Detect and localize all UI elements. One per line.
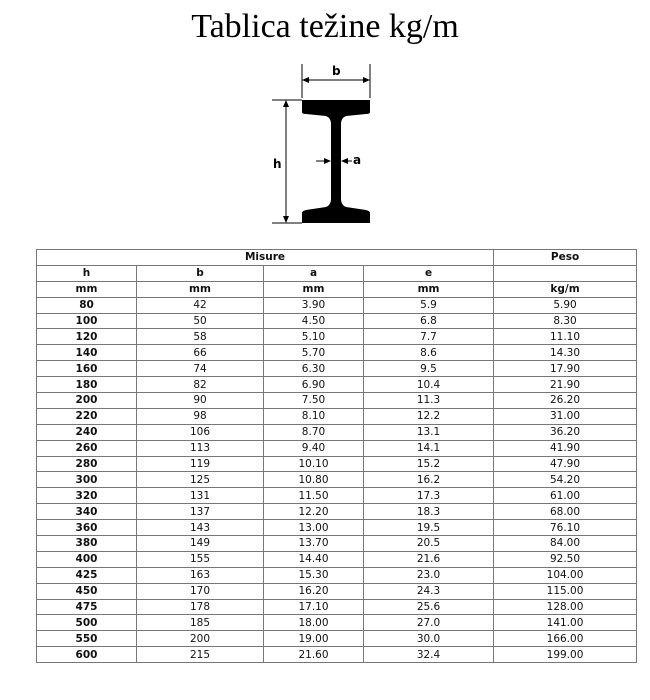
cell-b: 137 — [137, 504, 264, 520]
dimension-h-label: h — [273, 157, 282, 171]
cell-a: 10.80 — [264, 472, 364, 488]
cell-h: 80 — [37, 297, 137, 313]
cell-e: 9.5 — [364, 361, 494, 377]
dimension-b-label: b — [332, 64, 341, 78]
cell-h: 240 — [37, 424, 137, 440]
cell-h: 425 — [37, 567, 137, 583]
table-row — [37, 567, 637, 583]
cell-a: 8.10 — [264, 408, 364, 424]
table-row — [37, 408, 637, 424]
cell-a: 5.70 — [264, 345, 364, 361]
cell-a: 9.40 — [264, 440, 364, 456]
cell-a: 21.60 — [264, 647, 364, 663]
table-row — [37, 424, 637, 440]
cell-h: 500 — [37, 615, 137, 631]
cell-a: 13.70 — [264, 536, 364, 552]
cell-h: 450 — [37, 583, 137, 599]
table-row — [37, 472, 637, 488]
cell-weight: 141.00 — [494, 615, 637, 631]
cell-weight: 14.30 — [494, 345, 637, 361]
cell-a: 5.10 — [264, 329, 364, 345]
cell-e: 15.2 — [364, 456, 494, 472]
column-header-weight — [494, 265, 637, 281]
cell-h: 550 — [37, 631, 137, 647]
cell-a: 6.30 — [264, 361, 364, 377]
cell-h: 320 — [37, 488, 137, 504]
cell-a: 3.90 — [264, 297, 364, 313]
cell-e: 24.3 — [364, 583, 494, 599]
cell-e: 12.2 — [364, 408, 494, 424]
cell-e: 8.6 — [364, 345, 494, 361]
cell-e: 18.3 — [364, 504, 494, 520]
cell-weight: 36.20 — [494, 424, 637, 440]
cell-e: 13.1 — [364, 424, 494, 440]
column-header-a: a — [264, 265, 364, 281]
weight-table — [36, 249, 637, 663]
table-row — [37, 329, 637, 345]
cell-a: 7.50 — [264, 393, 364, 409]
cell-b: 82 — [137, 377, 264, 393]
cell-b: 50 — [137, 313, 264, 329]
cell-a: 6.90 — [264, 377, 364, 393]
cell-weight: 47.90 — [494, 456, 637, 472]
cell-weight: 41.90 — [494, 440, 637, 456]
cell-h: 380 — [37, 536, 137, 552]
cell-a: 19.00 — [264, 631, 364, 647]
weight-table-body — [37, 297, 637, 662]
cell-h: 475 — [37, 599, 137, 615]
cell-e: 20.5 — [364, 536, 494, 552]
cell-e: 23.0 — [364, 567, 494, 583]
cell-e: 7.7 — [364, 329, 494, 345]
cell-e: 14.1 — [364, 440, 494, 456]
cell-a: 14.40 — [264, 551, 364, 567]
cell-a: 8.70 — [264, 424, 364, 440]
table-row — [37, 456, 637, 472]
cell-h: 160 — [37, 361, 137, 377]
cell-h: 400 — [37, 551, 137, 567]
cell-h: 300 — [37, 472, 137, 488]
cell-h: 280 — [37, 456, 137, 472]
page-title: Tablica težine kg/m — [191, 8, 459, 45]
dimensions-group-header: Misure — [37, 250, 494, 266]
cell-h: 120 — [37, 329, 137, 345]
cell-e: 30.0 — [364, 631, 494, 647]
column-header-h: h — [37, 265, 137, 281]
i-beam-cross-section-diagram — [262, 58, 382, 233]
table-row — [37, 361, 637, 377]
cell-e: 11.3 — [364, 393, 494, 409]
table-row — [37, 520, 637, 536]
unit-b: mm — [137, 281, 264, 297]
unit-weight: kg/m — [494, 281, 637, 297]
cell-b: 90 — [137, 393, 264, 409]
table-row — [37, 440, 637, 456]
cell-e: 21.6 — [364, 551, 494, 567]
cell-e: 16.2 — [364, 472, 494, 488]
cell-h: 180 — [37, 377, 137, 393]
cell-weight: 26.20 — [494, 393, 637, 409]
cell-weight: 76.10 — [494, 520, 637, 536]
cell-e: 25.6 — [364, 599, 494, 615]
unit-h: mm — [37, 281, 137, 297]
table-row — [37, 313, 637, 329]
weight-group-header: Peso — [494, 250, 637, 266]
cell-weight: 8.30 — [494, 313, 637, 329]
table-row — [37, 377, 637, 393]
cell-b: 178 — [137, 599, 264, 615]
cell-b: 215 — [137, 647, 264, 663]
table-row — [37, 536, 637, 552]
cell-b: 113 — [137, 440, 264, 456]
table-row — [37, 615, 637, 631]
cell-b: 106 — [137, 424, 264, 440]
cell-b: 200 — [137, 631, 264, 647]
cell-b: 155 — [137, 551, 264, 567]
table-row — [37, 297, 637, 313]
cell-weight: 128.00 — [494, 599, 637, 615]
cell-b: 125 — [137, 472, 264, 488]
cell-b: 185 — [137, 615, 264, 631]
dimension-a-label: a — [353, 153, 362, 167]
cell-weight: 21.90 — [494, 377, 637, 393]
cell-weight: 31.00 — [494, 408, 637, 424]
cell-weight: 199.00 — [494, 647, 637, 663]
cell-weight: 54.20 — [494, 472, 637, 488]
cell-a: 11.50 — [264, 488, 364, 504]
column-header-b: b — [137, 265, 264, 281]
cell-weight: 166.00 — [494, 631, 637, 647]
cell-h: 140 — [37, 345, 137, 361]
table-row — [37, 599, 637, 615]
table-row — [37, 631, 637, 647]
cell-a: 18.00 — [264, 615, 364, 631]
cell-h: 600 — [37, 647, 137, 663]
unit-a: mm — [264, 281, 364, 297]
cell-b: 131 — [137, 488, 264, 504]
table-row — [37, 504, 637, 520]
cell-weight: 61.00 — [494, 488, 637, 504]
cell-e: 27.0 — [364, 615, 494, 631]
cell-e: 5.9 — [364, 297, 494, 313]
table-row — [37, 551, 637, 567]
table-row — [37, 345, 637, 361]
table-row — [37, 647, 637, 663]
table-row — [37, 583, 637, 599]
cell-b: 170 — [137, 583, 264, 599]
cell-weight: 115.00 — [494, 583, 637, 599]
cell-weight: 84.00 — [494, 536, 637, 552]
cell-e: 17.3 — [364, 488, 494, 504]
table-row — [37, 393, 637, 409]
cell-weight: 17.90 — [494, 361, 637, 377]
cell-b: 149 — [137, 536, 264, 552]
cell-b: 58 — [137, 329, 264, 345]
cell-weight: 92.50 — [494, 551, 637, 567]
cell-h: 360 — [37, 520, 137, 536]
cell-b: 163 — [137, 567, 264, 583]
cell-b: 98 — [137, 408, 264, 424]
unit-e: mm — [364, 281, 494, 297]
cell-h: 340 — [37, 504, 137, 520]
cell-a: 13.00 — [264, 520, 364, 536]
cell-b: 74 — [137, 361, 264, 377]
cell-a: 12.20 — [264, 504, 364, 520]
cell-b: 42 — [137, 297, 264, 313]
cell-a: 17.10 — [264, 599, 364, 615]
cell-b: 119 — [137, 456, 264, 472]
column-header-e: e — [364, 265, 494, 281]
cell-a: 16.20 — [264, 583, 364, 599]
cell-b: 143 — [137, 520, 264, 536]
cell-h: 200 — [37, 393, 137, 409]
cell-h: 100 — [37, 313, 137, 329]
cell-e: 6.8 — [364, 313, 494, 329]
table-row — [37, 488, 637, 504]
cell-e: 10.4 — [364, 377, 494, 393]
cell-h: 220 — [37, 408, 137, 424]
cell-weight: 11.10 — [494, 329, 637, 345]
cell-e: 32.4 — [364, 647, 494, 663]
cell-a: 10.10 — [264, 456, 364, 472]
cell-b: 66 — [137, 345, 264, 361]
cell-h: 260 — [37, 440, 137, 456]
cell-a: 4.50 — [264, 313, 364, 329]
cell-weight: 68.00 — [494, 504, 637, 520]
cell-a: 15.30 — [264, 567, 364, 583]
cell-e: 19.5 — [364, 520, 494, 536]
cell-weight: 104.00 — [494, 567, 637, 583]
cell-weight: 5.90 — [494, 297, 637, 313]
